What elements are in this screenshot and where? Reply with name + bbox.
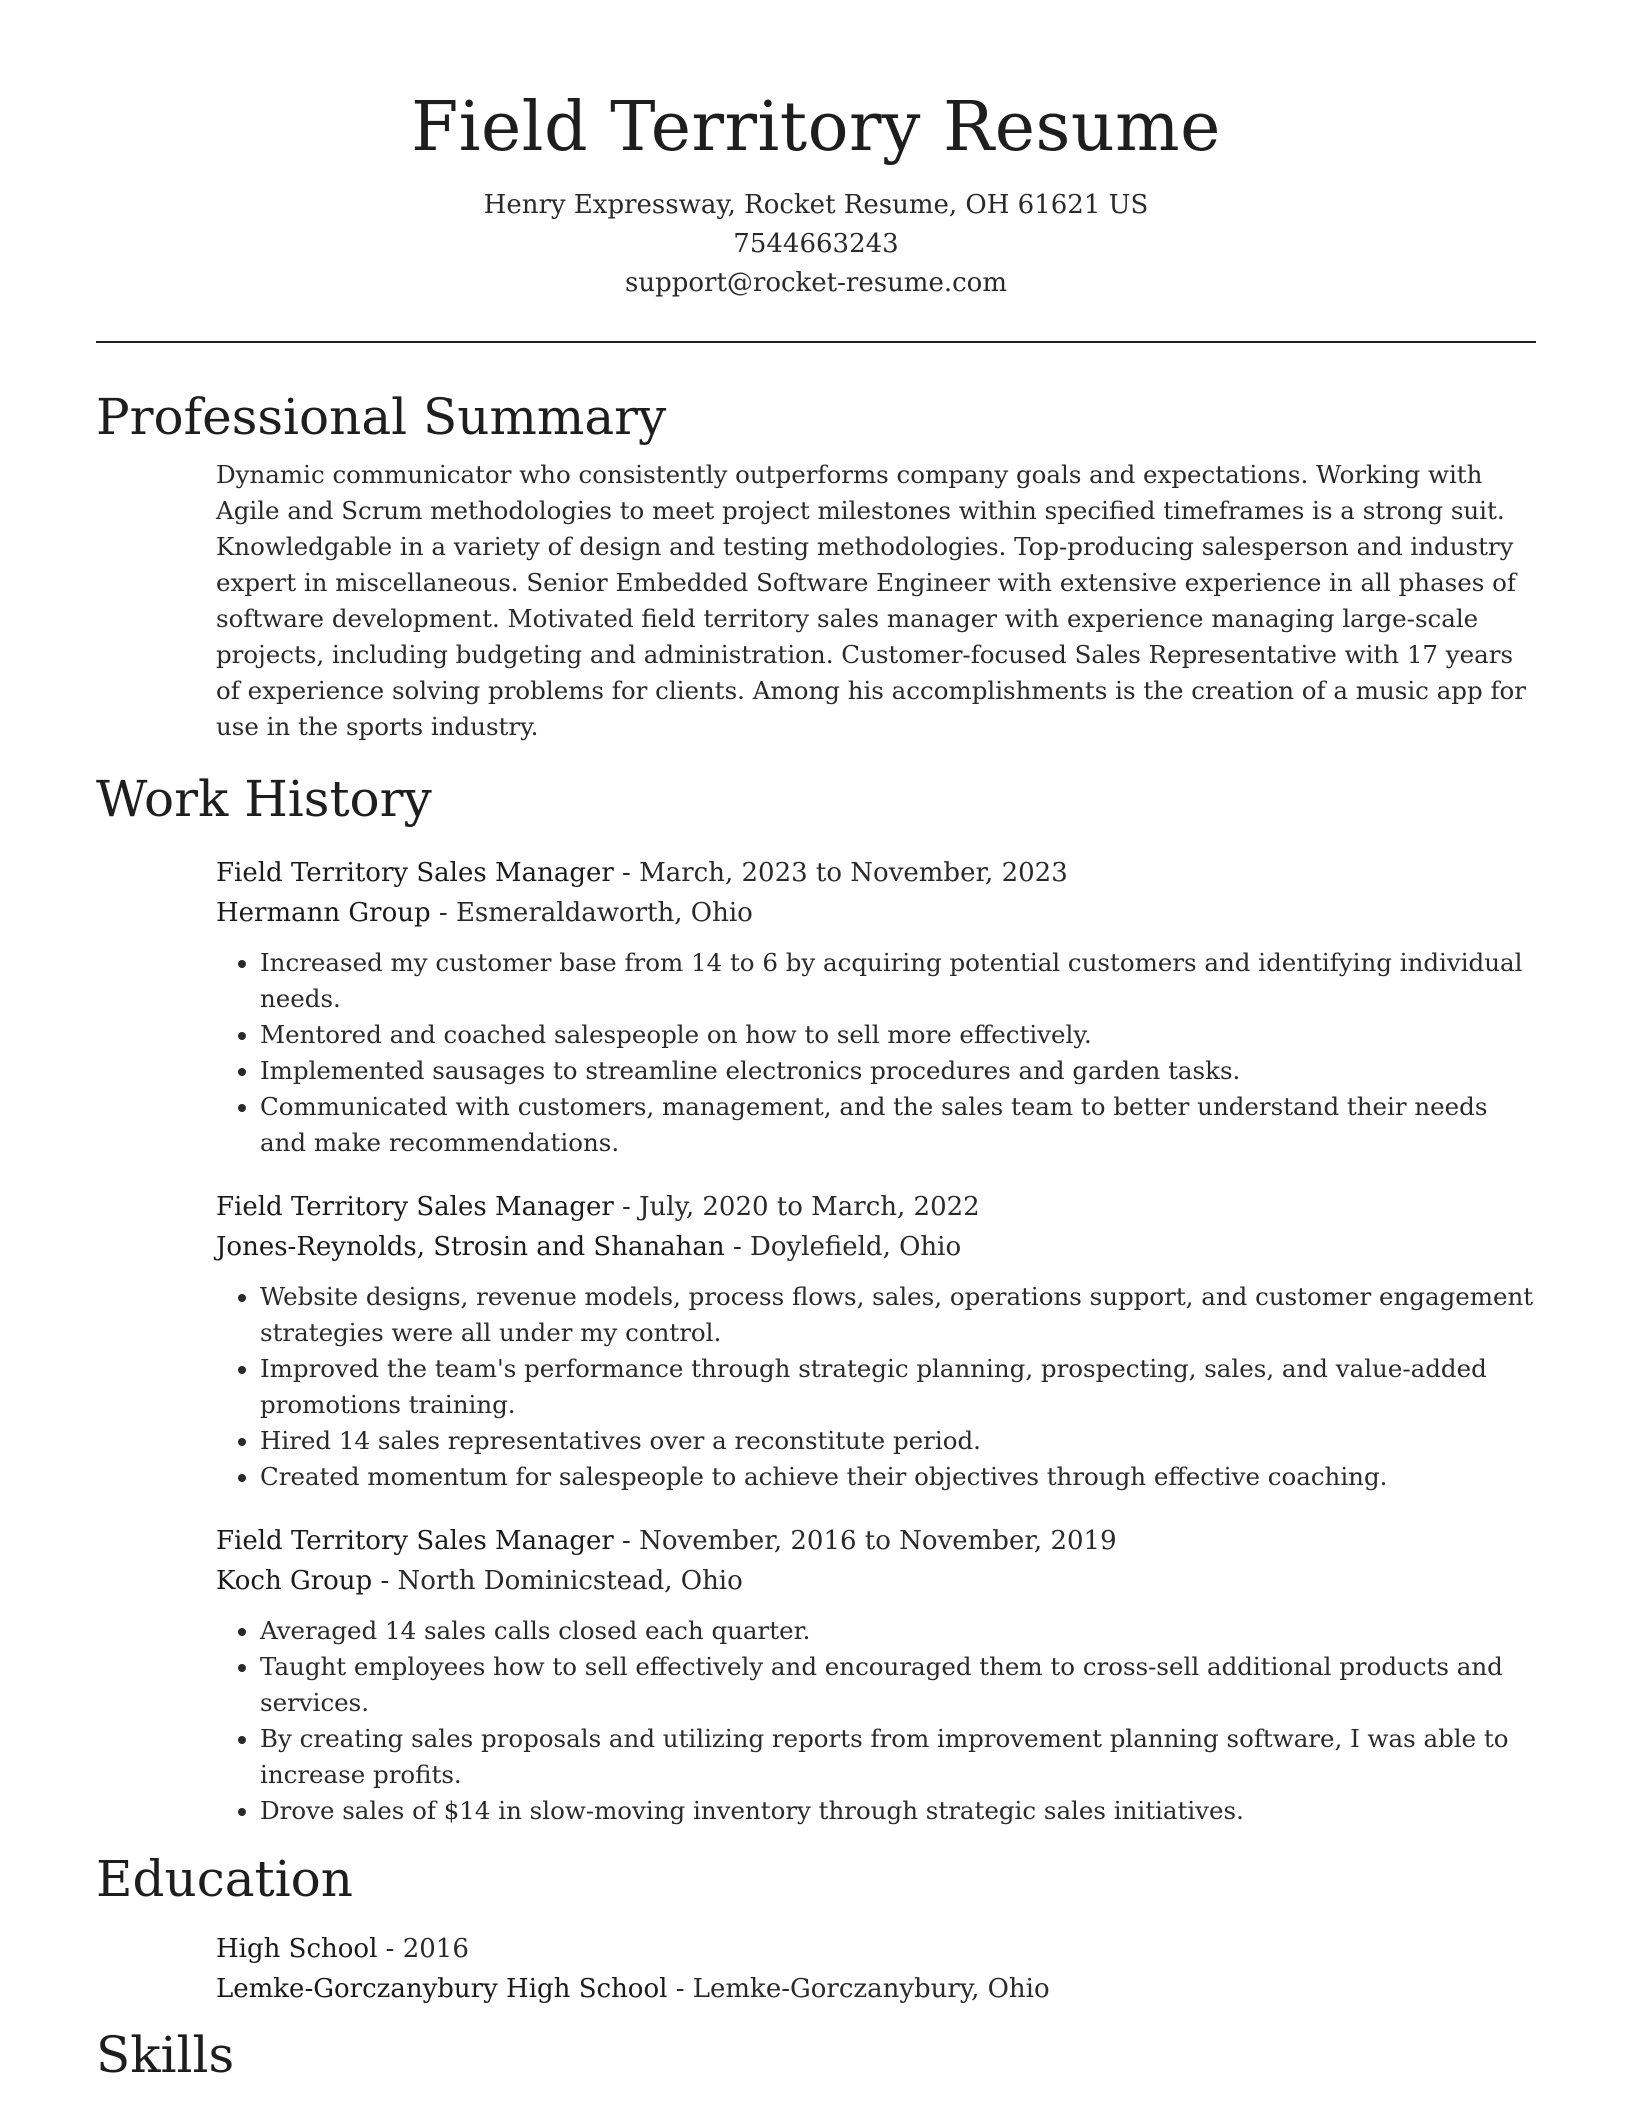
job-dates: - March, 2023 to November, 2023 (613, 858, 1068, 888)
header-divider (96, 341, 1536, 343)
degree-line (216, 1929, 1536, 1969)
work-history-heading: Work History (96, 770, 432, 828)
job-entry (216, 1521, 1536, 1829)
job-company-line (216, 1227, 1536, 1267)
resume-header (96, 0, 1536, 303)
address: Henry Expressway, Rocket Resume, OH 61621 US (483, 190, 1149, 220)
job-bullet: • Drove sales of $14 in slow-moving inventory through strategic sales initiatives. (260, 1793, 1536, 1829)
job-bullet: • Improved the team's performance through strategic planning, prospecting, sales, and value-added promotions training. (260, 1351, 1536, 1423)
job-company: Koch Group (216, 1566, 373, 1596)
job-role: Field Territory Sales Manager (216, 1526, 614, 1556)
job-bullet: • Increased my customer base from 14 to 6 by acquiring potential customers and identifying individual needs. (260, 945, 1536, 1017)
job-entry (216, 853, 1536, 1161)
resume-title: Field Territory Resume (411, 88, 1221, 167)
job-bullet: • By creating sales proposals and utilizing reports from improvement planning software, I was able to increase profits. (260, 1721, 1536, 1793)
education-heading: Education (96, 1850, 353, 1908)
summary-heading: Professional Summary (96, 388, 667, 446)
job-entry (216, 1187, 1536, 1495)
job-role-line (216, 1187, 1536, 1227)
job-role-line (216, 1521, 1536, 1561)
job-bullets (216, 1613, 1536, 1829)
degree: High School (216, 1934, 378, 1964)
education-entry (216, 1929, 1536, 2009)
school-line (216, 1969, 1536, 2009)
job-bullet: • Created momentum for salespeople to achieve their objectives through effective coaching. (260, 1459, 1536, 1495)
job-bullet: • Communicated with customers, management, and the sales team to better understand their needs and make recommendations. (260, 1089, 1536, 1161)
job-bullet: • Taught employees how to sell effectively and encouraged them to cross-sell additional products and services. (260, 1649, 1536, 1721)
job-role: Field Territory Sales Manager (216, 1192, 614, 1222)
email: support@rocket-resume.com (624, 268, 1007, 298)
phone: 7544663243 (733, 229, 899, 259)
job-dates: - July, 2020 to March, 2022 (613, 1192, 980, 1222)
summary-text: Dynamic communicator who consistently outperforms company goals and expectations. Working with Agile and Scrum methodologies to meet project milestones within specified timeframes is a strong suit. Knowledgable in a variety of design and testing methodologies. Top-producing salesperson and industry expert in miscellaneous. Senior Embedded Software Engineer with extensive experience in all phases of software development. Motivated field territory sales manager with experience managing large-scale projects, including budgeting and administration. Customer-focused Sales Representative with 17 years of experience solving problems for clients. Among his accomplishments is the creation of a music app for use in the sports industry. (216, 460, 1526, 741)
job-bullet: • Averaged 14 sales calls closed each quarter. (260, 1613, 1536, 1649)
job-bullet: • Website designs, revenue models, process flows, sales, operations support, and customer engagement strategies were all under my control. (260, 1279, 1536, 1351)
job-bullets (216, 945, 1536, 1161)
school-location: - Lemke-Gorczanybury, Ohio (667, 1974, 1050, 2004)
job-bullet: • Hired 14 sales representatives over a reconstitute period. (260, 1423, 1536, 1459)
job-bullet: • Mentored and coached salespeople on how to sell more effectively. (260, 1017, 1536, 1053)
job-company: Hermann Group (216, 898, 431, 928)
contact-info (96, 186, 1536, 303)
school-name: Lemke-Gorczanybury High School (216, 1974, 668, 2004)
job-location: - Doylefield, Ohio (724, 1232, 962, 1262)
resume-page (96, 0, 1536, 2087)
job-dates: - November, 2016 to November, 2019 (613, 1526, 1117, 1556)
job-bullets (216, 1279, 1536, 1495)
job-bullet: • Implemented sausages to streamline electronics procedures and garden tasks. (260, 1053, 1536, 1089)
job-location: - North Dominicstead, Ohio (372, 1566, 743, 1596)
job-company-line (216, 893, 1536, 933)
job-location: - Esmeraldaworth, Ohio (430, 898, 753, 928)
graduation-year: - 2016 (377, 1934, 469, 1964)
job-role: Field Territory Sales Manager (216, 858, 614, 888)
skills-heading: Skills (96, 2026, 235, 2084)
job-company-line (216, 1561, 1536, 1601)
job-role-line (216, 853, 1536, 893)
job-company: Jones-Reynolds, Strosin and Shanahan (216, 1232, 725, 1262)
